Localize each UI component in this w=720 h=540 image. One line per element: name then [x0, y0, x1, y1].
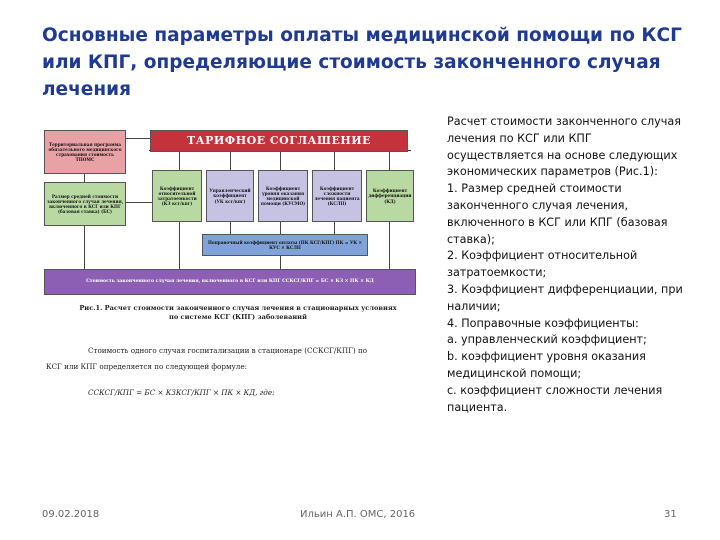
text-line: пациента. [447, 400, 508, 414]
text-line: наличии; [447, 299, 501, 313]
connector-line [334, 150, 335, 170]
text-line: 2. Коэффициент относительной [447, 249, 638, 263]
payment-diagram [44, 122, 432, 410]
connector-line [334, 222, 335, 234]
text-line: 1. Размер средней стоимости [447, 182, 622, 196]
text-line: c. коэффициент сложности лечения [447, 383, 663, 397]
connector-line [84, 225, 85, 269]
coef-cost-intensity-box: Коэффициент относительной затратоемкости (КЗ кcг/кпг) [152, 170, 202, 222]
explanation-text [447, 114, 692, 416]
text-line: экономических параметров (Рис.1): [447, 165, 658, 179]
slide-title: Основные параметры оплаты медицинской помощи по КСГ или КПГ, определяющие стоимость законченного случая лечения [42, 25, 682, 100]
text-line: включенного в КСГ или КПГ (базовая [447, 215, 668, 229]
text-line: ставка); [447, 232, 495, 246]
connector-line [126, 138, 150, 139]
connector-line [389, 150, 390, 170]
footer-author: Ильин А.П. ОМС, 2016 [300, 509, 416, 520]
connector-line [179, 222, 180, 269]
text-line: осуществляется на основе следующих [447, 148, 678, 162]
connector-line [280, 256, 281, 269]
correction-coef-box: Поправочный коэффициент оплаты (ПК КСГ/КПГ) ПК = УК × КУС × КСЛП [202, 234, 368, 256]
coef-differentiation-box: Коэффициент дифференциации (КД) [366, 170, 414, 222]
connector-line [230, 222, 231, 234]
connector-line [179, 150, 180, 170]
text-line: медицинской помощи; [447, 366, 582, 380]
coef-complexity-box: Коэффициент сложности лечения пациента (КСЛП) [312, 170, 362, 222]
text-line: a. управленческий коэффициент; [447, 333, 647, 347]
connector-line [280, 222, 281, 234]
connector-line [126, 202, 154, 203]
connector-line [280, 150, 281, 170]
caption-line: КСГ или КПГ определяется по следующей формуле: [46, 362, 248, 371]
tariff-agreement-box: ТАРИФНОЕ СОГЛАШЕНИЕ [150, 130, 408, 152]
coef-care-level-box: Коэффициент уровня оказания медицинской помощи (КУСМО) [258, 170, 308, 222]
text-line: законченного случая лечения, [447, 198, 629, 212]
text-line: Расчет стоимости законченного случая [447, 115, 681, 128]
figure-caption: Рис.1. Расчет стоимости законченного случая лечения в стационарных условиях по системе КСГ (КПГ) заболеваний [79, 304, 397, 321]
text-line: b. коэффициент уровня оказания [447, 350, 646, 364]
base-rate-box: Размер средней стоимости законченного случая лечения, включенного в КСГ или КПГ (базовая ставка) (БС) [44, 182, 126, 226]
formula: ССКСГ/КПГ = БС × КЗКСГ/КПГ × ПК × КД, где: [88, 388, 275, 397]
connector-line [389, 222, 390, 269]
territorial-program-box: Территориальная программа обязательного медицинского страхования стоимость ТПОМС [44, 130, 126, 174]
text-line: затратоемкости; [447, 266, 547, 280]
text-line: 3. Коэффициент дифференциации, при [447, 282, 683, 296]
footer-date: 09.02.2018 [42, 509, 100, 520]
footer-page-number: 31 [664, 509, 677, 520]
text-line: 4. Поправочные коэффициенты: [447, 316, 639, 330]
text-line: лечения по КСГ или КПГ [447, 131, 592, 145]
caption-line: Стоимость одного случая госпитализации в стационаре (ССКСГ/КПГ) по [88, 346, 368, 355]
case-cost-bar: Стоимость законченного случая лечения, включенного в КСГ или КПГ ССКСГ/КПГ = БС × КЗ × ПК × КД [44, 269, 416, 295]
connector-line [230, 150, 231, 170]
coef-management-box: Управленческий коэффициент (УК кcг/кпг) [206, 170, 254, 222]
